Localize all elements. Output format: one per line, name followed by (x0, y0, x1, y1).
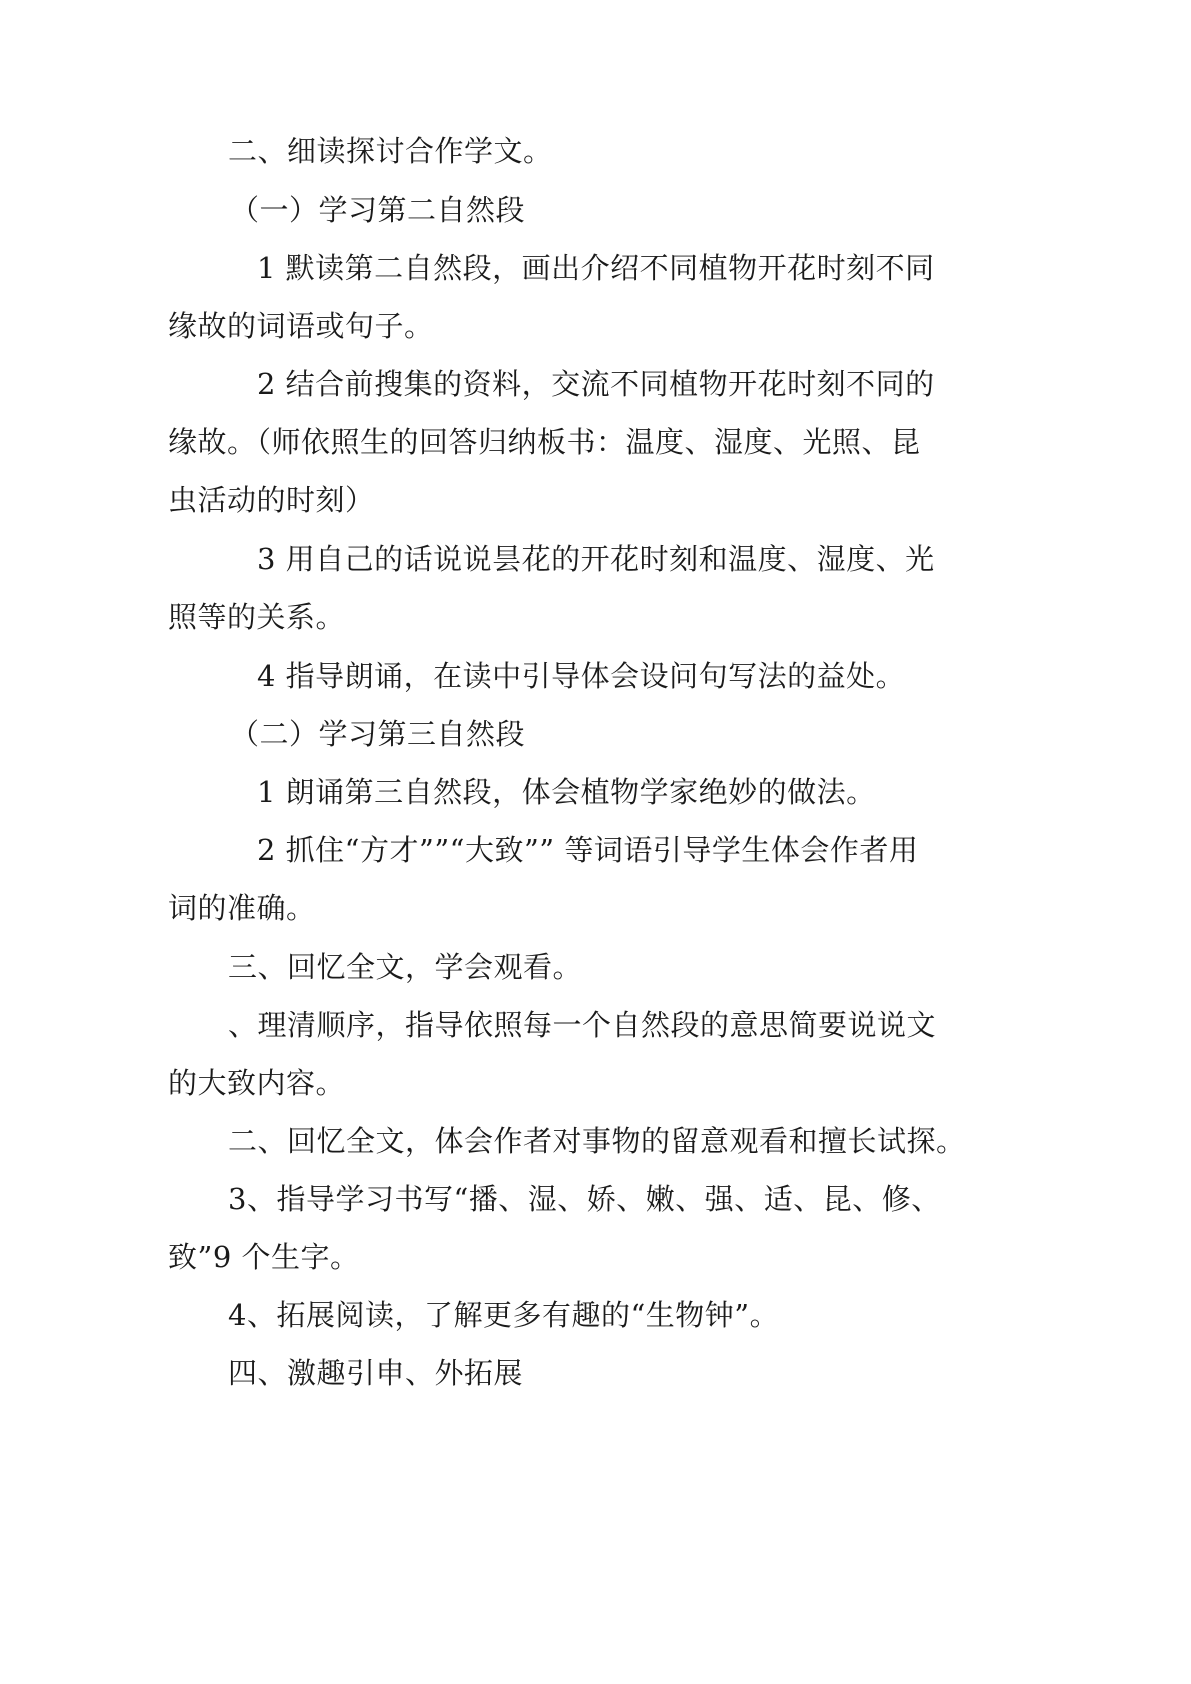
paragraph-line: 照等的关系。 (168, 600, 346, 634)
paragraph-line: 二、回忆全文，体会作者对事物的留意观看和擅长试探。 (228, 1124, 966, 1158)
paragraph-line: 1 默读第二自然段，画出介绍不同植物开花时刻不同 (257, 251, 935, 285)
paragraph-line: 缘故的词语或句子。 (168, 309, 434, 343)
paragraph-line: 3、指导学习书写“播、湿、娇、嫩、强、适、昆、修、 (228, 1182, 941, 1216)
paragraph-line: 4 指导朗诵，在读中引导体会设问句写法的益处。 (257, 659, 906, 693)
paragraph-line: 缘故。（师依照生的回答归纳板书：温度、湿度、光照、昆 (168, 425, 921, 459)
heading-section-three: 三、回忆全文，学会观看。 (228, 950, 583, 984)
subheading-paragraph-three: （二）学习第三自然段 (230, 717, 526, 751)
paragraph-line: 、理清顺序，指导依照每一个自然段的意思简要说说文 (228, 1008, 937, 1042)
paragraph-line: 词的准确。 (168, 891, 316, 925)
heading-section-four: 四、激趣引申、外拓展 (228, 1356, 524, 1390)
paragraph-line: 4、拓展阅读，了解更多有趣的“生物钟”。 (228, 1298, 780, 1332)
heading-section-two: 二、细读探讨合作学文。 (228, 134, 553, 168)
paragraph-line: 致”9 个生字。 (168, 1240, 360, 1274)
subheading-paragraph-two: （一）学习第二自然段 (230, 193, 526, 227)
paragraph-line: 1 朗诵第三自然段，体会植物学家绝妙的做法。 (257, 775, 876, 809)
paragraph-line: 虫活动的时刻） (168, 483, 375, 517)
paragraph-line: 3 用自己的话说说昙花的开花时刻和温度、湿度、光 (257, 542, 935, 576)
paragraph-line: 2 抓住“方才””“大致”” 等词语引导学生体会作者用 (257, 833, 919, 867)
paragraph-line: 的大致内容。 (168, 1066, 346, 1100)
paragraph-line: 2 结合前搜集的资料，交流不同植物开花时刻不同的 (257, 367, 935, 401)
